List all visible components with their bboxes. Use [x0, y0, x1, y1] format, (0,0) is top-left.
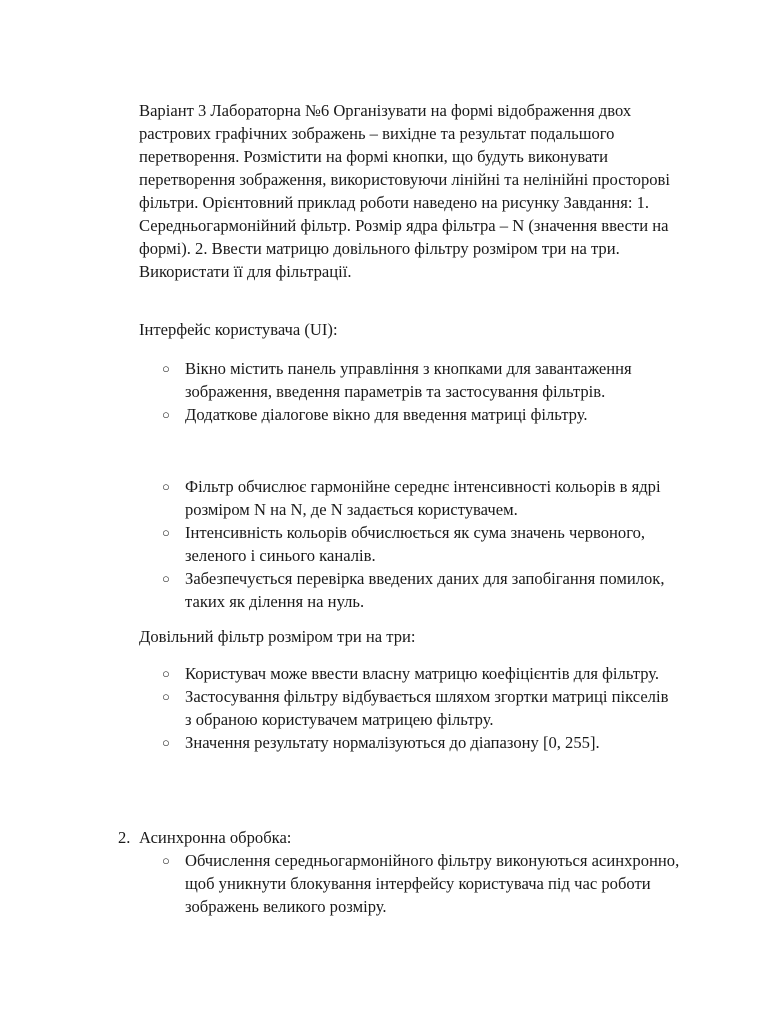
- list-item: [139, 731, 679, 754]
- bullet-icon: ○: [162, 853, 170, 868]
- ui-section-heading: Інтерфейс користувача (UI):: [139, 320, 338, 339]
- custom-filter-heading: Довільний фільтр розміром три на три:: [139, 627, 416, 646]
- list-item-text: Вікно містить панель управління з кнопками для завантаження зображення, введення параметрів та застосування фільтрів.: [185, 359, 632, 401]
- list-item-text: Додаткове діалогове вікно для введення матриці фільтру.: [185, 405, 588, 424]
- custom-filter-list: [139, 662, 679, 754]
- list-item: [139, 662, 679, 685]
- bullet-icon: ○: [162, 407, 170, 422]
- list-item: [139, 567, 679, 613]
- list-number: 2.: [118, 828, 131, 847]
- async-section: [110, 826, 680, 918]
- list-item-text: Обчислення середньогармонійного фільтру виконуються асинхронно, щоб уникнути блокування інтерфейсу користувача під час роботи зображень великого розміру.: [185, 851, 680, 916]
- bullet-icon: ○: [162, 735, 170, 750]
- bullet-icon: ○: [162, 689, 170, 704]
- intro-paragraph: Варіант 3 Лабораторна №6 Організувати на формі відображення двох растрових графічних зображень – вихідне та результат подальшого перетворення. Розмістити на формі кнопки, що будуть виконувати перетворення зображення, використовуючи лінійні та нелінійні просторові фільтри. Орієнтовний приклад роботи наведено на рисунку Завдання: 1. Середньогармонійний фільтр. Розмір ядра фільтра – N (значення ввести на формі). 2. Ввести матрицю довільного фільтру розміром три на три. Використати її для фільтрації.: [139, 101, 670, 281]
- list-item-text: Користувач може ввести власну матрицю коефіцієнтів для фільтру.: [185, 664, 660, 683]
- list-item: [139, 475, 679, 521]
- list-item: [139, 403, 679, 426]
- ui-section-list: [139, 357, 679, 426]
- list-item: [139, 521, 679, 567]
- list-item-text: Фільтр обчислює гармонійне середнє інтенсивності кольорів в ядрі розміром N на N, де N задається користувачем.: [185, 477, 661, 519]
- bullet-icon: ○: [162, 571, 170, 586]
- list-item: [139, 685, 679, 731]
- filter-section-list: [139, 475, 679, 613]
- bullet-icon: ○: [162, 666, 170, 681]
- list-item-text: Забезпечується перевірка введених даних для запобігання помилок, таких як ділення на нуль.: [185, 569, 665, 611]
- list-item-text: Значення результату нормалізуються до діапазону [0, 255].: [185, 733, 600, 752]
- bullet-icon: ○: [162, 361, 170, 376]
- bullet-icon: ○: [162, 525, 170, 540]
- list-item-text: Інтенсивність кольорів обчислюється як сума значень червоного, зеленого і синього каналів.: [185, 523, 646, 565]
- async-section-list: [110, 849, 680, 918]
- list-item: [139, 357, 679, 403]
- bullet-icon: ○: [162, 479, 170, 494]
- list-item-text: Застосування фільтру відбувається шляхом згортки матриці пікселів з обраною користувачем матрицею фільтру.: [185, 687, 669, 729]
- async-section-label: Асинхронна обробка:: [139, 828, 292, 847]
- list-item: [110, 849, 680, 918]
